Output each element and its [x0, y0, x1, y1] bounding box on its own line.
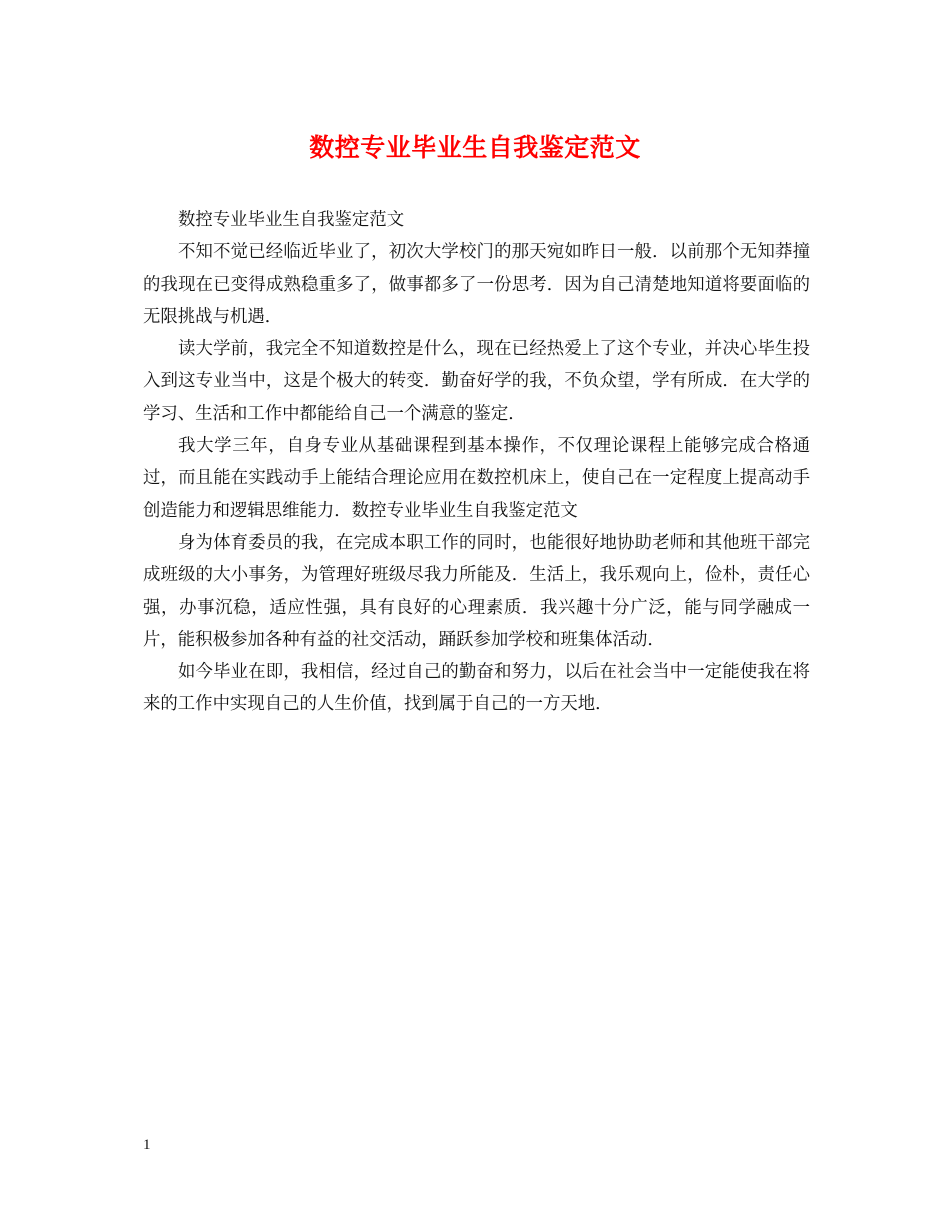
paragraph-studies: 我大学三年，自身专业从基础课程到基本操作，不仅理论课程上能够完成合格通过，而且能在实践动手上能结合理论应用在数控机床上，使自己在一定程度上提高动手创造能力和逻辑思维能力．数控专业毕业生自我鉴定范文: [143, 436, 810, 521]
page-number: 1: [143, 1137, 151, 1153]
paragraph-major-choice: 读大学前，我完全不知道数控是什么，现在已经热爱上了这个专业，并决心毕生投入到这专业当中，这是个极大的转变．勤奋好学的我，不负众望，学有所成．在大学的学习、生活和工作中都能给自己一个满意的鉴定．: [143, 339, 810, 424]
paragraph-conclusion: 如今毕业在即，我相信，经过自己的勤奋和努力，以后在社会当中一定能使我在将来的工作中实现自己的人生价值，找到属于自己的一方天地．: [143, 662, 810, 715]
document-title: 数控专业毕业生自我鉴定范文: [309, 133, 641, 162]
paragraph-intro: 不知不觉已经临近毕业了，初次大学校门的那天宛如昨日一般．以前那个无知莽撞的我现在已变得成熟稳重多了，做事都多了一份思考．因为自己清楚地知道将要面临的无限挑战与机遇．: [143, 242, 810, 327]
paragraph-class-duties: 身为体育委员的我，在完成本职工作的同时，也能很好地协助老师和其他班干部完成班级的大小事务，为管理好班级尽我力所能及．生活上，我乐观向上，俭朴，责任心强，办事沉稳，适应性强，具有良好的心理素质．我兴趣十分广泛，能与同学融成一片，能积极参加各种有益的社交活动，踊跃参加学校和班集体活动．: [143, 532, 810, 650]
document-body: [143, 204, 810, 721]
paragraph-heading-repeat: 数控专业毕业生自我鉴定范文: [178, 210, 405, 230]
